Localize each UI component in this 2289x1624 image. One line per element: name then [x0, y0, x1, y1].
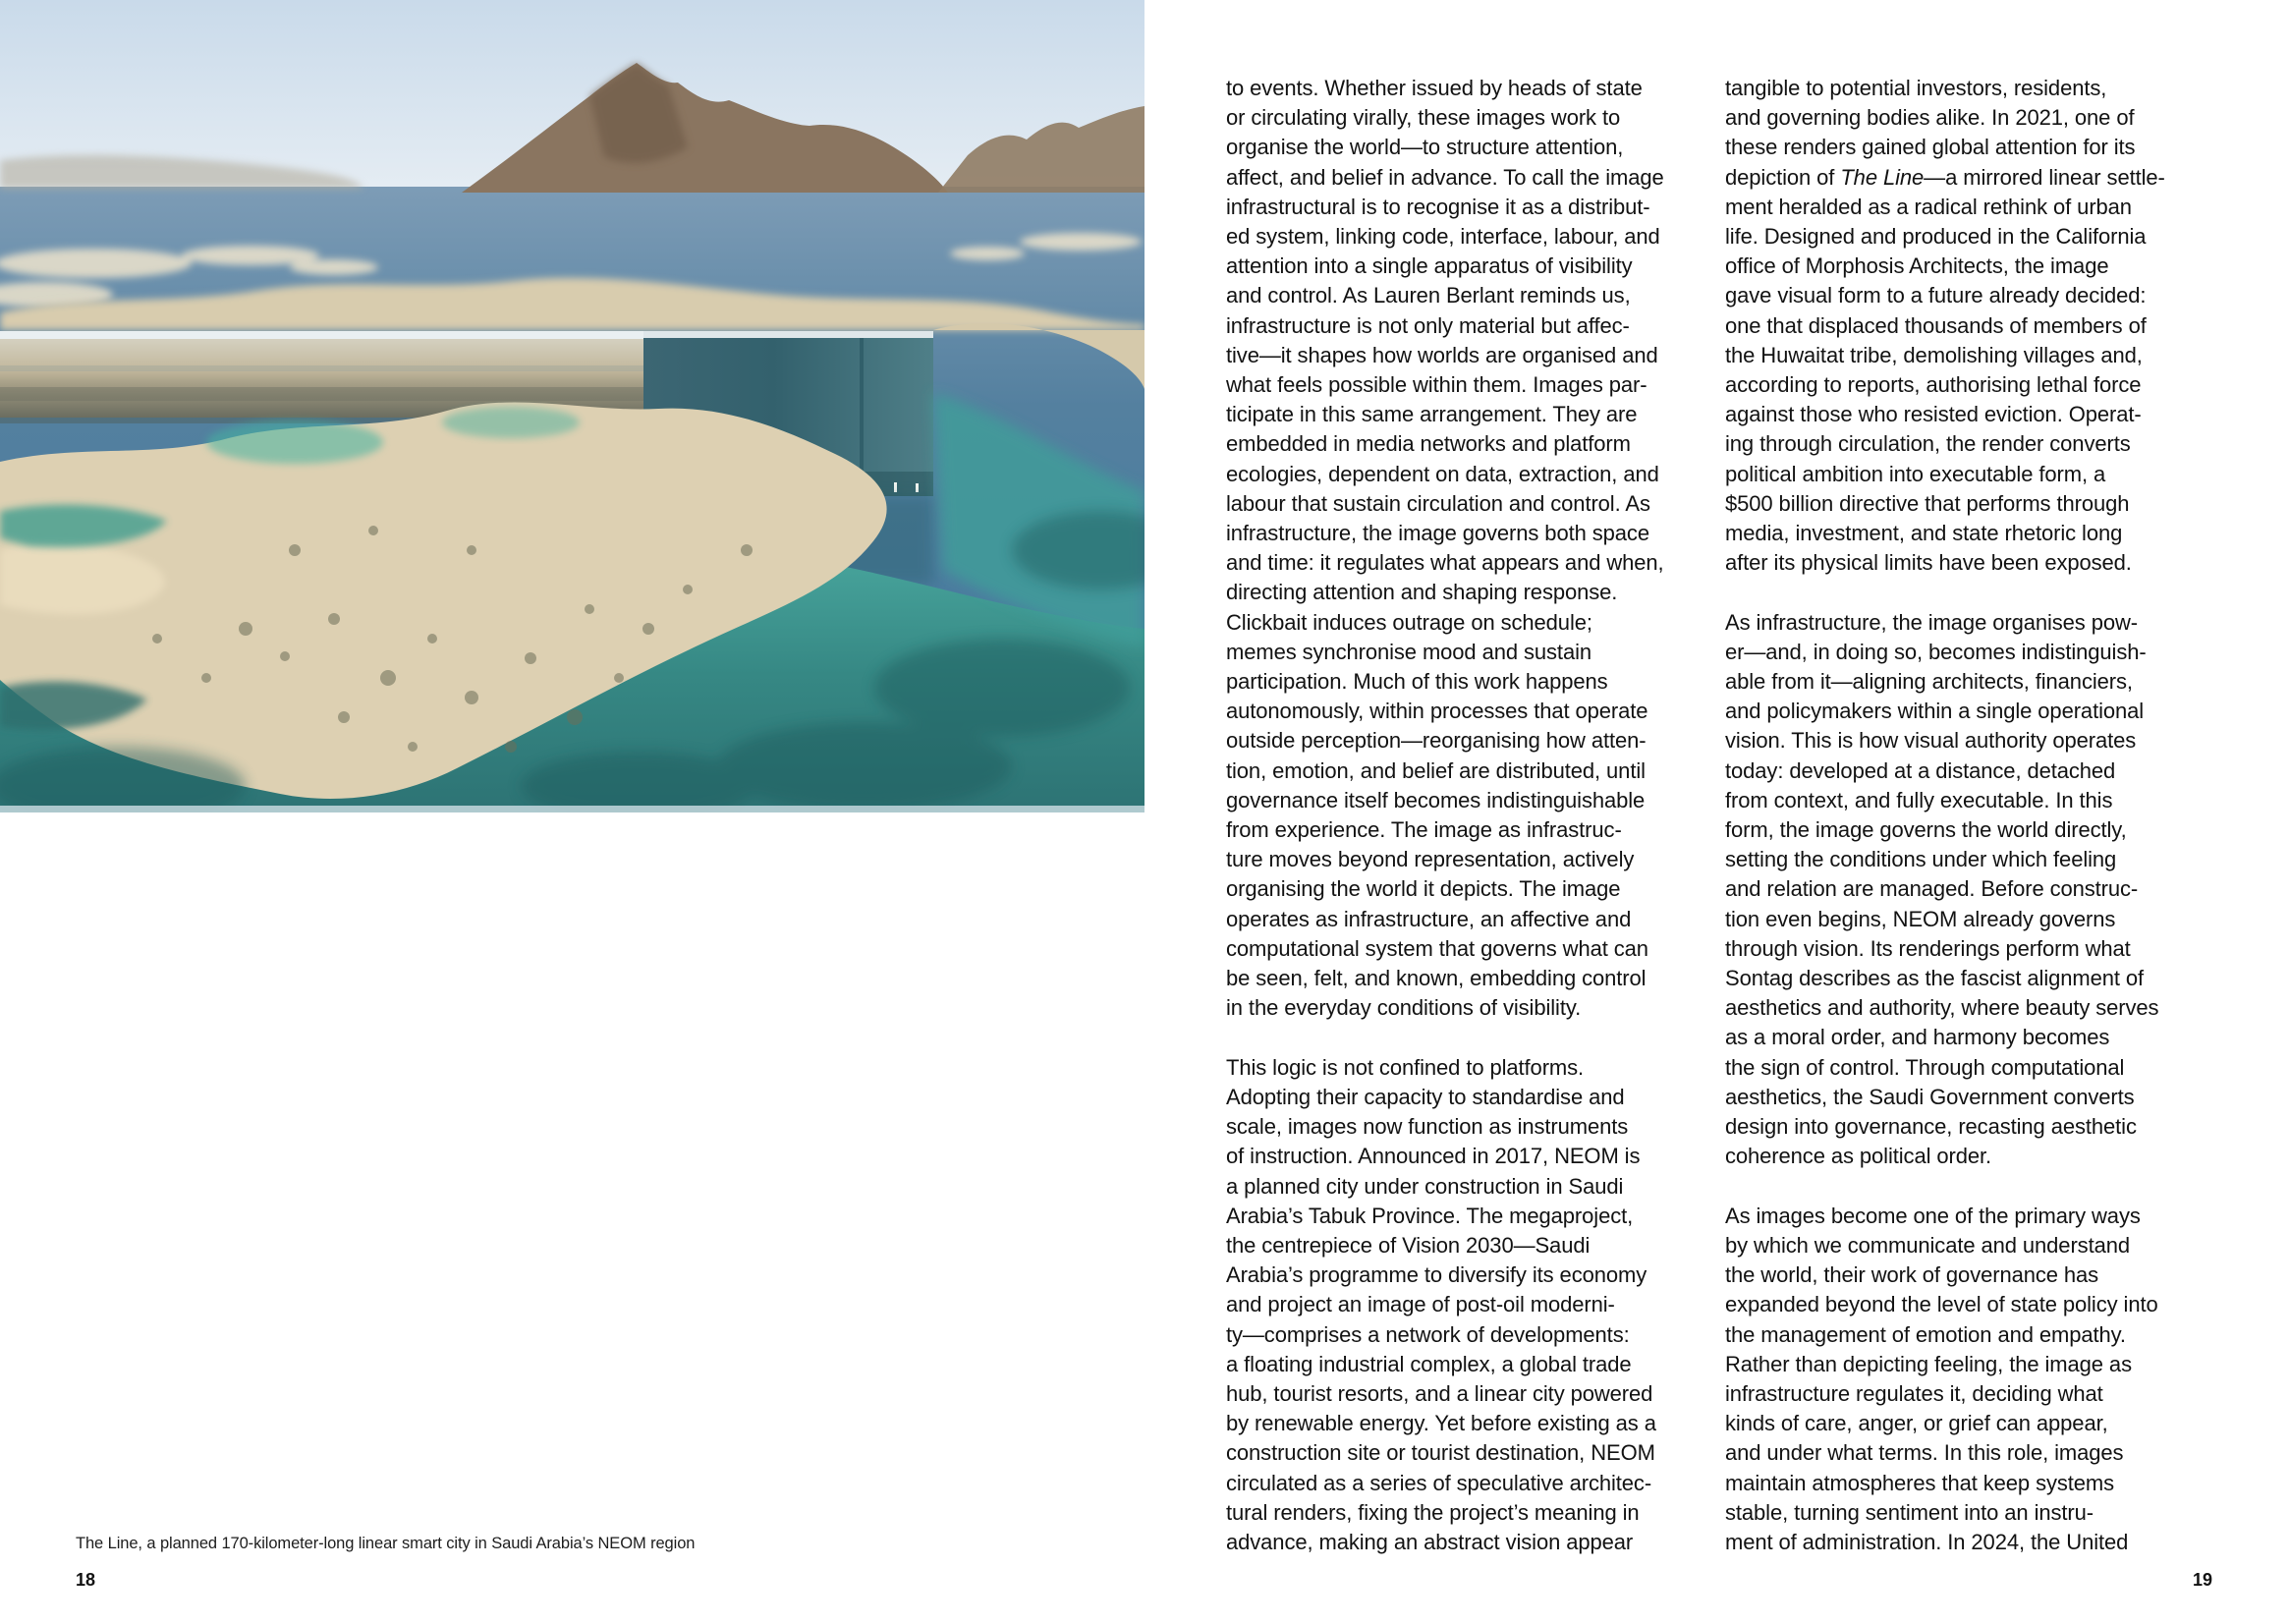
text-line: life. Designed and produced in the California: [1725, 224, 2147, 250]
text-line: and policymakers within a single operational: [1725, 699, 2145, 724]
text-line: from context, and fully executable. In this: [1725, 787, 2113, 812]
text-line: embedded in media networks and platform: [1226, 431, 1631, 457]
text-line: Arabia’s programme to diversify its economy: [1226, 1262, 1647, 1288]
text-line: outside perception—reorganising how atten-: [1226, 728, 1647, 754]
text-line: Clickbait induces outrage on schedule;: [1226, 609, 1592, 635]
text-line: by which we communicate and understand: [1725, 1232, 2130, 1258]
paragraph: [1725, 1202, 2216, 1557]
text-line: organise the world—to structure attention,: [1226, 135, 1624, 160]
text-line: tural renders, fixing the project’s meaning in: [1226, 1499, 1640, 1525]
text-line: one that displaced thousands of members of: [1725, 312, 2147, 338]
text-line: aesthetics, the Saudi Government converts: [1725, 1084, 2135, 1109]
text-line: vision. This is how visual authority operates: [1725, 728, 2137, 754]
text-line: ty—comprises a network of developments:: [1226, 1321, 1630, 1347]
photo-caption: The Line, a planned 170-kilometer-long linear smart city in Saudi Arabia’s NEOM region: [76, 1535, 696, 1552]
paragraph: [1226, 1053, 1717, 1557]
paragraph: [1725, 608, 2216, 1172]
text-line: or circulating virally, these images work to: [1226, 105, 1621, 131]
text-line: This logic is not confined to platforms.: [1226, 1054, 1585, 1080]
text-line: the management of emotion and empathy.: [1725, 1321, 2126, 1347]
text-line: infrastructure regulates it, deciding what: [1725, 1380, 2103, 1406]
text-line: scale, images now function as instruments: [1226, 1114, 1629, 1140]
text-line: setting the conditions under which feeling: [1725, 847, 2117, 872]
text-line: participation. Much of this work happens: [1226, 669, 1608, 695]
text-line: of instruction. Announced in 2017, NEOM is: [1226, 1144, 1641, 1169]
text-line: design into governance, recasting aesthetic: [1725, 1114, 2137, 1140]
text-line: form, the image governs the world directly,: [1725, 817, 2127, 843]
text-line: ture moves beyond representation, actively: [1226, 847, 1635, 872]
text-line: Arabia’s Tabuk Province. The megaproject,: [1226, 1203, 1634, 1228]
text-line: autonomously, within processes that operate: [1226, 699, 1648, 724]
text-line: affect, and belief in advance. To call the image: [1226, 164, 1664, 190]
text-line: memes synchronise mood and sustain: [1226, 639, 1592, 664]
text-line: in the everyday conditions of visibility.: [1226, 995, 1582, 1021]
text-line: circulated as a series of speculative architec-: [1226, 1470, 1652, 1495]
text-line: As infrastructure, the image organises pow-: [1725, 609, 2139, 635]
text-line: according to reports, authorising lethal force: [1725, 372, 2142, 398]
paragraph: [1725, 74, 2216, 578]
text-line: kinds of care, anger, or grief can appear,: [1725, 1411, 2108, 1436]
text-line: hub, tourist resorts, and a linear city powered: [1226, 1380, 1653, 1406]
text-line: after its physical limits have been exposed.: [1725, 550, 2132, 576]
neom-aerial-photo: [0, 0, 1144, 812]
text-line: tangible to potential investors, residents,: [1725, 76, 2107, 100]
text-line: these renders gained global attention for its: [1725, 135, 2136, 160]
text-line: organising the world it depicts. The image: [1226, 876, 1621, 902]
text-line: expanded beyond the level of state policy into: [1725, 1292, 2158, 1317]
text-line: stable, turning sentiment into an instru-: [1725, 1499, 2094, 1525]
text-line: ed system, linking code, interface, labour, and: [1226, 224, 1660, 250]
text-line: a floating industrial complex, a global trade: [1226, 1351, 1632, 1376]
text-line: directing attention and shaping response.: [1226, 580, 1618, 605]
text-line: infrastructure, the image governs both space: [1226, 521, 1649, 546]
text-line: coherence as political order.: [1725, 1144, 1992, 1169]
text-line: Adopting their capacity to standardise and: [1226, 1084, 1625, 1109]
text-line: be seen, felt, and known, embedding control: [1226, 966, 1647, 991]
text-line: tive—it shapes how worlds are organised and: [1226, 342, 1658, 367]
text-line: infrastructure is not only material but affec-: [1226, 312, 1630, 338]
text-line: and time: it regulates what appears and when,: [1226, 550, 1664, 576]
text-line: tion even begins, NEOM already governs: [1725, 906, 2116, 931]
text-line: and relation are managed. Before construc-: [1725, 876, 2139, 902]
text-line: advance, making an abstract vision appear: [1226, 1529, 1634, 1554]
text-line: Sontag describes as the fascist alignment of: [1725, 966, 2145, 991]
text-line: what feels possible within them. Images par-: [1226, 372, 1647, 398]
text-line: and project an image of post-oil moderni-: [1226, 1292, 1615, 1317]
text-line: er—and, in doing so, becomes indistinguish-: [1725, 639, 2147, 664]
text-line: a planned city under construction in Saudi: [1226, 1173, 1624, 1199]
text-line: by renewable energy. Yet before existing as a: [1226, 1411, 1656, 1436]
text-line: media, investment, and state rhetoric long: [1725, 521, 2123, 546]
text-line: gave visual form to a future already decided:: [1725, 283, 2147, 308]
text-line: ing through circulation, the render converts: [1725, 431, 2131, 457]
text-line: tion, emotion, and belief are distributed, until: [1226, 757, 1646, 783]
text-line: attention into a single apparatus of visibility: [1226, 253, 1633, 279]
text-line: depiction of The Line—a mirrored linear settle-: [1725, 164, 2165, 190]
text-line: the Huwaitat tribe, demolishing villages and,: [1725, 342, 2143, 367]
text-line: infrastructural is to recognise it as a distribut-: [1226, 194, 1650, 219]
text-line: governance itself becomes indistinguishable: [1226, 787, 1646, 812]
text-line: $500 billion directive that performs through: [1725, 490, 2130, 516]
text-line: the centrepiece of Vision 2030—Saudi: [1226, 1232, 1591, 1258]
text-line: to events. Whether issued by heads of state: [1226, 76, 1643, 100]
text-line: ecologies, dependent on data, extraction, and: [1226, 461, 1659, 486]
text-line: and under what terms. In this role, images: [1725, 1440, 2124, 1466]
text-line: ment of administration. In 2024, the United: [1725, 1529, 2129, 1554]
text-column-2: [1725, 74, 2216, 1557]
text-line: aesthetics and authority, where beauty serves: [1725, 995, 2159, 1021]
text-line: construction site or tourist destination, NEOM: [1226, 1440, 1655, 1466]
text-line: computational system that governs what can: [1226, 935, 1648, 961]
text-column-1: [1226, 74, 1717, 1557]
text-line: able from it—aligning architects, financiers,: [1725, 669, 2133, 695]
text-line: through vision. Its renderings perform what: [1725, 935, 2131, 961]
paragraph: [1226, 74, 1717, 1024]
photo-bottom-edge: [0, 806, 1144, 812]
text-line: against those who resisted eviction. Operat-: [1725, 402, 2142, 427]
text-line: the world, their work of governance has: [1725, 1262, 2099, 1288]
text-line: As images become one of the primary ways: [1725, 1203, 2141, 1228]
text-line: maintain atmospheres that keep systems: [1725, 1470, 2115, 1495]
page-number-right: 19: [2192, 1570, 2212, 1590]
text-line: and governing bodies alike. In 2021, one of: [1725, 105, 2135, 131]
text-line: and control. As Lauren Berlant reminds us,: [1226, 283, 1631, 308]
text-line: labour that sustain circulation and control. As: [1226, 490, 1650, 516]
text-line: ment heralded as a radical rethink of urban: [1725, 194, 2132, 219]
text-line: today: developed at a distance, detached: [1725, 757, 2116, 783]
text-line: political ambition into executable form, a: [1725, 461, 2106, 486]
text-line: operates as infrastructure, an affective and: [1226, 906, 1632, 931]
page-number-left: 18: [76, 1570, 96, 1590]
text-line: office of Morphosis Architects, the image: [1725, 253, 2109, 279]
aerial-photo-illustration: [0, 0, 1144, 812]
text-line: ticipate in this same arrangement. They are: [1226, 402, 1638, 427]
text-line: the sign of control. Through computational: [1725, 1054, 2125, 1080]
text-line: as a moral order, and harmony becomes: [1725, 1025, 2110, 1050]
text-line: Rather than depicting feeling, the image as: [1725, 1351, 2132, 1376]
text-line: from experience. The image as infrastruc-: [1226, 817, 1622, 843]
